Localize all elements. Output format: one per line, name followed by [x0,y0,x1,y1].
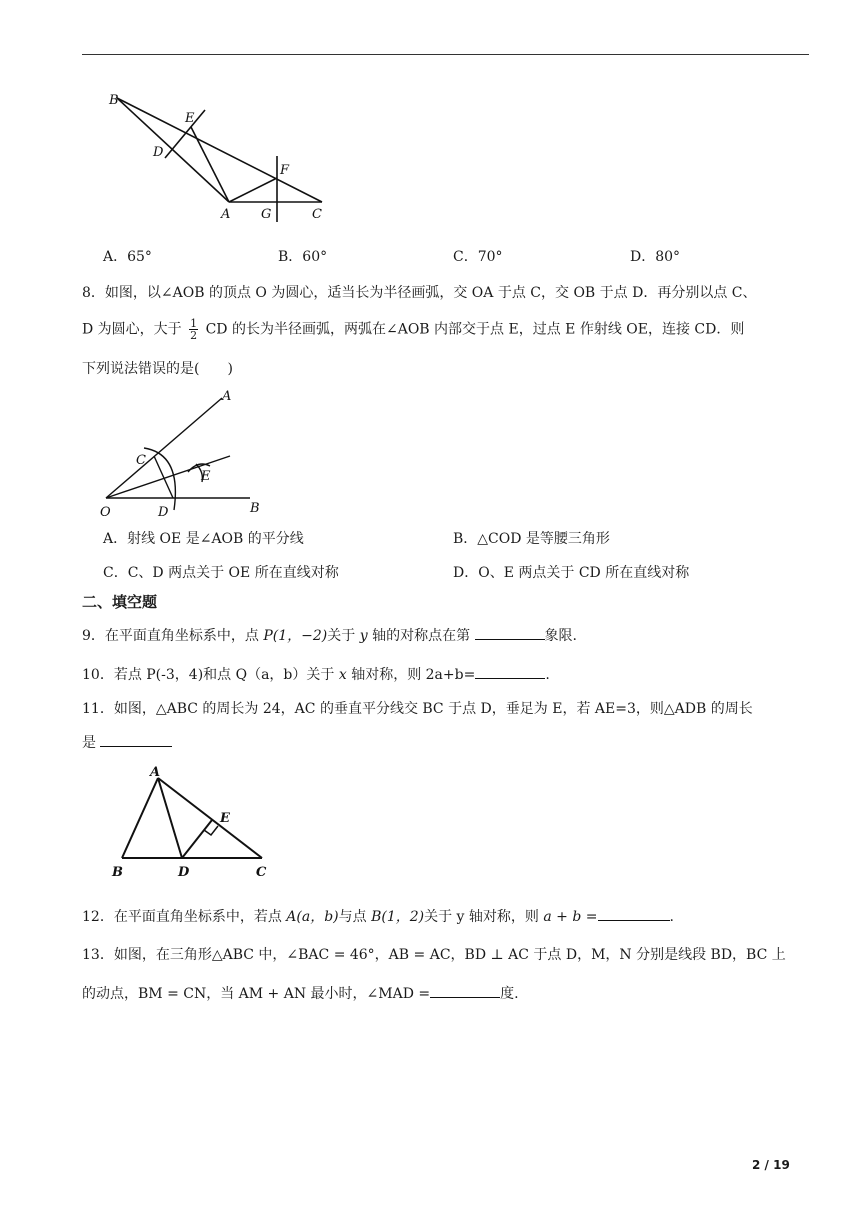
q8-option-c: C．C、D 两点关于 OE 所在直线对称 [103,565,339,581]
header-rule [82,54,809,55]
q8-line2-start: D 为圆心，大于 [82,321,182,338]
label-D: D [178,865,190,880]
q10-end: . [545,667,550,683]
figure-q7 [105,90,335,225]
q8-option-a: A．射线 OE 是∠AOB 的平分线 [103,531,304,547]
q8-option-b: B．△COD 是等腰三角形 [453,531,610,547]
q9-point: P(1，−2) [263,628,328,644]
label-E: E [201,469,211,484]
answer-blank[interactable] [598,906,670,921]
figure-q8 [98,386,273,522]
q12-point-a: A(a，b) [286,909,339,925]
page-number: 2 / 19 [752,1158,790,1172]
label-O: O [100,505,111,520]
label-A: A [221,207,231,222]
label-E: E [220,811,230,826]
q9-mid: 关于 [327,628,356,644]
q9-line [82,625,809,646]
q10-post: 轴对称，则 2a+b= [351,667,476,683]
q9-post1: 轴的对称点在第 [372,628,471,644]
q9-axis: y [359,628,368,644]
label-C: C [256,865,267,880]
q7-option-b: B．60° [278,249,328,265]
q10-axis: x [338,667,347,683]
label-F: F [280,163,290,178]
q11-line2-text: 是 [82,735,96,751]
q7-option-d: D．80° [630,249,681,265]
q8-line2 [82,318,809,341]
label-D: D [158,505,169,520]
q8-fraction [189,318,198,341]
q12-line [82,906,809,927]
q12-mid: 与点 [338,909,367,925]
label-B: B [112,865,123,880]
label-B: B [109,93,119,108]
label-D: D [153,145,164,160]
q13-line1: 13．如图，在三角形△ABC 中，∠BAC = 46°，AB = AC，BD ⊥ AC 于点 D，M，N 分别是线段 BD，BC 上 [82,947,786,963]
q11-line1: 11．如图，△ABC 的周长为 24，AC 的垂直平分线交 BC 于点 D，垂足为 E，若 AE=3，则△ADB 的周长 [82,701,753,717]
fraction-denominator: 2 [190,329,198,342]
answer-blank[interactable] [475,625,545,640]
answer-blank[interactable] [100,732,172,747]
label-A: A [222,389,232,404]
q8-line1: 8．如图，以∠AOB 的顶点 O 为圆心，适当长为半径画弧，交 OA 于点 C，交 OB 于点 D．再分别以点 C、 [82,285,757,301]
q12-expr: a + b = [543,909,598,925]
fraction-numerator: 1 [190,317,198,330]
q11-line2 [82,732,809,753]
q8-option-d: D．O、E 两点关于 CD 所在直线对称 [453,565,690,581]
label-G: G [261,207,272,222]
q7-option-c: C．70° [453,249,503,265]
q10-pre: 10．若点 P(-3，4)和点 Q（a，b）关于 [82,667,335,683]
q12-pre: 12．在平面直角坐标系中，若点 [82,909,282,925]
q10-line [82,664,809,685]
q7-option-a: A．65° [103,249,152,265]
q9-pre: 9．在平面直角坐标系中，点 [82,628,259,644]
answer-blank[interactable] [475,664,545,679]
label-C: C [312,207,322,222]
q8-line2-end: CD 的长为半径画弧，两弧在∠AOB 内部交于点 E，过点 E 作射线 OE，连接 CD．则 [205,321,745,338]
q13-line2-text: 的动点，BM = CN，当 AM + AN 最小时，∠MAD = [82,986,431,1002]
label-B: B [250,501,260,516]
label-C: C [136,453,146,468]
label-A: A [150,765,161,780]
q12-point-b: B(1，2) [371,909,425,925]
label-E: E [185,111,195,126]
q8-line3: 下列说法错误的是( ) [82,361,233,377]
q13-line2 [82,983,809,1004]
q12-end: . [669,909,674,925]
q12-post: 关于 y 轴对称，则 [424,909,539,925]
section-title: 二、填空题 [82,593,158,611]
figure-q11 [108,762,276,882]
q13-line2-end: 度. [500,986,519,1002]
q9-post2: 象限. [544,628,577,644]
answer-blank[interactable] [430,983,500,998]
